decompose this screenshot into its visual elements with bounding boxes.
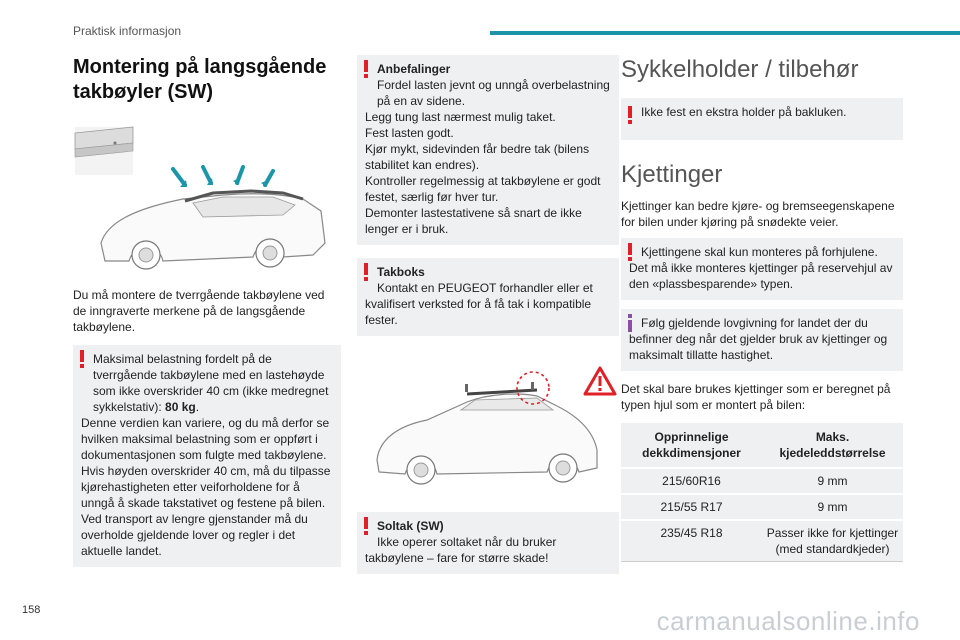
recommendation-2: Legg tung last nærmest mulig taket. xyxy=(365,110,556,124)
recommendation-6: Demonter lastestativene så snart de ikke lenger er i bruk. xyxy=(365,206,582,236)
heading-roof-rails: Montering på langsgående takbøyler (SW) xyxy=(73,56,327,103)
header-accent-bar xyxy=(490,31,960,35)
table-cell: 9 mm xyxy=(762,468,903,494)
sunroof-title: Soltak (SW) xyxy=(377,519,444,533)
intro-text: Du må montere de tverrgående takbøylene ved de inngraverte merkene på de langsgående takbøylene. xyxy=(73,288,325,334)
recommendation-5: Kontroller regelmessig at takbøylene er godt festet, særlig før hver tur. xyxy=(365,174,601,204)
column-1 xyxy=(73,55,341,567)
sunroof-text: Ikke operer soltaket når du bruker takbøylene – fare for større skade! xyxy=(365,535,557,565)
column-3 xyxy=(621,55,903,562)
warning-icon xyxy=(363,517,369,535)
info-icon xyxy=(627,314,633,332)
recommendations-box xyxy=(357,55,619,245)
page-number: 158 xyxy=(22,604,41,616)
legislation-text: Følg gjeldende lovgivning for landet der du befinner deg når det gjelder bruk av kjettinger og maksimalt tillatte hastighet. xyxy=(629,316,888,362)
warning-icon xyxy=(627,106,633,124)
table-header: Maks. kjedeleddstørrelse xyxy=(762,423,903,468)
max-load-warning: Maksimal belastning fordelt på de tverrgående takbøylene med en lastehøyde som ikke overskrider 40 cm (ikke medregnet sykkelstativ): 80 kg. Denne verdien kan variere, og du må derfor se hvilken maksimal belastning som er oppført i dokumentasjonen som fulgte med takbøylene. Hvis høyden overskrider 40 cm, må du tilpasse kjørehastigheten etter veiforholdene for å unngå å skade takstativet og festene på bilen. Ved transport av lengre gjenstander må du overholde gjeldende lover og regler i det aktuelle landet. xyxy=(73,345,341,567)
recommendations-title: Anbefalinger xyxy=(377,62,451,76)
column-2 xyxy=(357,55,619,574)
watermark: carmanualsonline.info xyxy=(656,606,920,636)
front-wheels-warning xyxy=(621,238,903,300)
front-wheels-text: Kjettingene skal kun monteres på forhjulene. Det må ikke monteres kjettinger på reservehjul av den «plassbesparende» typen. xyxy=(629,245,893,291)
car-sunroof-warning-illustration xyxy=(357,350,619,500)
roof-box-text: Kontakt en PEUGEOT forhandler eller et kvalifisert verksted for å få tak i kompatible fester. xyxy=(365,281,593,327)
table-header: Opprinnelige dekkdimensjoner xyxy=(621,423,762,468)
warning-icon xyxy=(363,60,369,78)
chains-table xyxy=(621,423,903,562)
recommendation-1: Fordel lasten jevnt og unngå overbelastning på en av sidene. xyxy=(377,78,610,108)
table-cell: 215/55 R17 xyxy=(621,494,762,520)
table-cell: Passer ikke for kjettinger (med standardkjeder) xyxy=(762,520,903,561)
warning-icon xyxy=(79,350,85,368)
recommendation-3: Fest lasten godt. xyxy=(365,126,454,140)
recommendation-4: Kjør mykt, sidevinden får bedre tak (bilens stabilitet kan endres). xyxy=(365,142,590,172)
legislation-info xyxy=(621,309,903,371)
warning-text-3: Hvis høyden overskrider 40 cm, må du tilpasse kjørehastigheten etter veiforholdene for å unngå å skade takstativet og festene på bilen. xyxy=(81,464,331,510)
table-row xyxy=(621,520,903,561)
table-row xyxy=(621,468,903,494)
sunroof-warning xyxy=(357,512,619,574)
heading-bike-holder: Sykkelholder / tilbehør xyxy=(621,56,859,83)
table-cell: 215/60R16 xyxy=(621,468,762,494)
roof-box-title: Takboks xyxy=(377,265,425,279)
table-cell: 9 mm xyxy=(762,494,903,520)
warning-icon xyxy=(627,243,633,261)
chains-intro: Kjettinger kan bedre kjøre- og bremseegenskapene for bilen under kjøring på snødekte veier. xyxy=(621,199,895,229)
max-load-value: 80 kg xyxy=(165,400,196,414)
table-cell: 235/45 R18 xyxy=(621,520,762,561)
warning-text-2: Denne verdien kan variere, og du må derfor se hvilken maksimal belastning som er oppført i dokumentasjonen som fulgte med takbøylene. xyxy=(81,416,330,462)
heading-chains: Kjettinger xyxy=(621,161,723,188)
roof-box-warning xyxy=(357,258,619,336)
section-title: Praktisk informasjon xyxy=(73,24,182,38)
car-roof-rails-illustration xyxy=(73,123,341,281)
warning-text-4: Ved transport av lengre gjenstander må du overholde gjeldende lover og regler i det aktuelle landet. xyxy=(81,512,308,558)
warning-icon xyxy=(363,263,369,281)
warning-text-1: Maksimal belastning fordelt på de tverrgående takbøylene med en lastehøyde som ikke overskrider 40 cm (ikke medregnet sykkelstativ): xyxy=(93,352,329,414)
chains-usage-text: Det skal bare brukes kjettinger som er beregnet på typen hjul som er montert på bilen: xyxy=(621,382,891,412)
tailgate-warning-text: Ikke fest en ekstra holder på bakluken. xyxy=(641,105,847,119)
tailgate-warning xyxy=(621,98,903,140)
table-row xyxy=(621,494,903,520)
